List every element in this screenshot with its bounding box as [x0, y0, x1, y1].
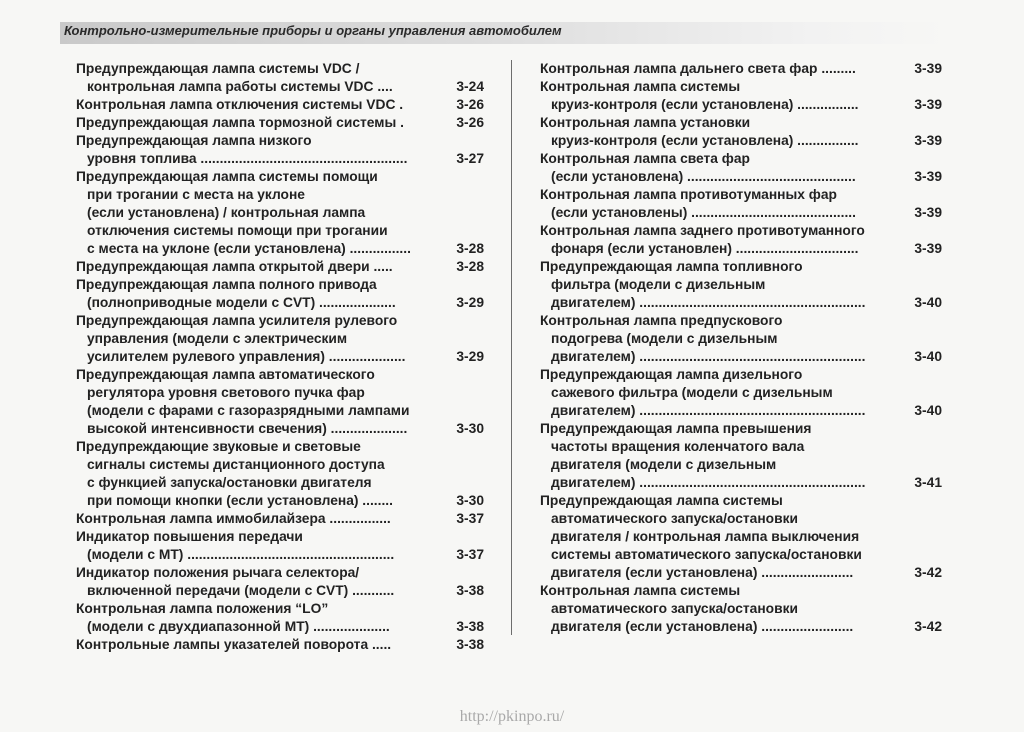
toc-entry-line: Контрольная лампа отключения системы VDC .: [76, 97, 404, 112]
toc-entry: [76, 96, 484, 114]
toc-page-number: 3-29: [456, 349, 484, 364]
toc-entry-line: (модели с фарами с газоразрядными лампами: [87, 403, 410, 418]
toc-entry: [540, 186, 942, 222]
toc-entry-line: автоматического запуска/остановки: [551, 601, 798, 616]
toc-entry-line: при трогании с места на уклоне: [87, 187, 305, 202]
toc-entry: [540, 114, 942, 150]
toc-entry: [540, 78, 942, 114]
right-toc-column: [540, 60, 942, 636]
toc-entry: [540, 420, 942, 492]
toc-page-number: 3-41: [914, 475, 942, 490]
toc-entry-line: Предупреждающая лампа тормозной системы .: [76, 115, 404, 130]
toc-entry-line: (если установлены) ...........................................: [551, 205, 856, 220]
toc-entry-line: Контрольная лампа системы: [540, 79, 741, 94]
toc-entry-line: Предупреждающая лампа автоматического: [76, 367, 375, 382]
toc-entry-line: двигателем) ...........................................................: [551, 349, 866, 364]
toc-entry-line: двигателя (модели с дизельным: [551, 457, 777, 472]
toc-entry: [540, 222, 942, 258]
toc-entry-line: (модели с MT) ......................................................: [87, 547, 395, 562]
toc-entry: [76, 564, 484, 600]
toc-page-number: 3-39: [914, 169, 942, 184]
toc-page-number: 3-28: [456, 241, 484, 256]
toc-page-number: 3-38: [456, 637, 484, 652]
toc-page-number: 3-38: [456, 583, 484, 598]
toc-page-number: 3-29: [456, 295, 484, 310]
toc-entry-line: включенной передачи (модели с CVT) ...........: [87, 583, 395, 598]
toc-entry: [76, 528, 484, 564]
toc-entry: [540, 258, 942, 312]
toc-entry-line: частоты вращения коленчатого вала: [551, 439, 805, 454]
toc-entry: [76, 312, 484, 366]
toc-entry: [76, 132, 484, 168]
toc-entry: [76, 366, 484, 438]
toc-entry: [540, 492, 942, 582]
toc-entry-line: фильтра (модели с дизельным: [551, 277, 766, 292]
toc-page-number: 3-40: [914, 349, 942, 364]
toc-page-number: 3-42: [914, 565, 942, 580]
toc-entry-line: Предупреждающая лампа превышения: [540, 421, 812, 436]
toc-entry-line: Контрольная лампа системы: [540, 583, 741, 598]
toc-page-number: 3-42: [914, 619, 942, 634]
toc-entry-line: Предупреждающая лампа усилителя рулевого: [76, 313, 398, 328]
toc-entry-line: (если установлена) ............................................: [551, 169, 856, 184]
toc-entry-line: автоматического запуска/остановки: [551, 511, 798, 526]
toc-entry-line: Предупреждающая лампа системы помощи: [76, 169, 378, 184]
toc-entry-line: двигателем) ...........................................................: [551, 475, 866, 490]
toc-page-number: 3-27: [456, 151, 484, 166]
toc-page-number: 3-26: [456, 97, 484, 112]
toc-entry-line: Предупреждающая лампа открытой двери .....: [76, 259, 393, 274]
toc-entry-line: (модели с двухдиапазонной MT) ....................: [87, 619, 390, 634]
toc-entry-line: Контрольная лампа положения “LO”: [76, 601, 329, 616]
toc-entry-line: Контрольная лампа противотуманных фар: [540, 187, 837, 202]
toc-page-number: 3-39: [914, 241, 942, 256]
toc-entry-line: сажевого фильтра (модели с дизельным: [551, 385, 833, 400]
toc-entry: [76, 510, 484, 528]
left-toc-column: [76, 60, 484, 654]
toc-page-number: 3-37: [456, 547, 484, 562]
toc-entry-line: высокой интенсивности свечения) ....................: [87, 421, 408, 436]
toc-entry-line: с функцией запуска/остановки двигателя: [87, 475, 372, 490]
toc-entry-line: Предупреждающая лампа дизельного: [540, 367, 803, 382]
toc-page-number: 3-26: [456, 115, 484, 130]
toc-entry-line: усилителем рулевого управления) ....................: [87, 349, 406, 364]
toc-entry-line: управления (модели с электрическим: [87, 331, 348, 346]
toc-page-number: 3-40: [914, 403, 942, 418]
toc-entry-line: круиз-контроля (если установлена) ................: [551, 97, 859, 112]
toc-entry-line: Контрольная лампа света фар: [540, 151, 750, 166]
toc-page-number: 3-39: [914, 97, 942, 112]
toc-page-number: 3-39: [914, 205, 942, 220]
toc-entry: [76, 276, 484, 312]
toc-entry-line: Предупреждающая лампа топливного: [540, 259, 803, 274]
toc-page-number: 3-38: [456, 619, 484, 634]
toc-entry-line: Контрольные лампы указателей поворота .....: [76, 637, 392, 652]
toc-entry-line: Индикатор положения рычага селектора/: [76, 565, 360, 580]
toc-page-number: 3-30: [456, 421, 484, 436]
toc-entry-line: с места на уклоне (если установлена) ................: [87, 241, 411, 256]
toc-entry-line: круиз-контроля (если установлена) ................: [551, 133, 859, 148]
toc-entry-line: системы автоматического запуска/остановки: [551, 547, 862, 562]
toc-entry-line: двигателя (если установлена) ........................: [551, 619, 854, 634]
toc-entry-line: отключения системы помощи при трогании: [87, 223, 388, 238]
toc-entry: [76, 114, 484, 132]
toc-entry: [540, 150, 942, 186]
toc-entry-line: Предупреждающая лампа низкого: [76, 133, 312, 148]
toc-entry-line: двигателем) ...........................................................: [551, 295, 866, 310]
toc-entry-line: сигналы системы дистанционного доступа: [87, 457, 385, 472]
toc-entry-line: Предупреждающие звуковые и световые: [76, 439, 361, 454]
toc-page-number: 3-28: [456, 259, 484, 274]
page-header-title: Контрольно-измерительные приборы и органы управления автомобилем: [64, 23, 562, 38]
toc-entry-line: уровня топлива ......................................................: [87, 151, 408, 166]
toc-entry: [76, 60, 484, 96]
toc-entry-line: Контрольная лампа установки: [540, 115, 751, 130]
toc-entry-line: Контрольная лампа предпускового: [540, 313, 783, 328]
toc-entry-line: Контрольная лампа иммобилайзера ................: [76, 511, 391, 526]
toc-entry-line: контрольная лампа работы системы VDC ....: [87, 79, 393, 94]
toc-page-number: 3-40: [914, 295, 942, 310]
toc-entry-line: фонаря (если установлен) ................................: [551, 241, 859, 256]
toc-entry: [76, 168, 484, 258]
toc-entry: [540, 366, 942, 420]
toc-entry-line: двигателя / контрольная лампа выключения: [551, 529, 860, 544]
toc-entry-line: (полноприводные модели с CVT) ....................: [87, 295, 396, 310]
toc-entry-line: двигателем) ...........................................................: [551, 403, 866, 418]
toc-entry-line: Контрольная лампа заднего противотуманного: [540, 223, 865, 238]
toc-entry: [76, 438, 484, 510]
toc-entry-line: (если установлена) / контрольная лампа: [87, 205, 366, 220]
toc-entry: [76, 636, 484, 654]
toc-page-number: 3-39: [914, 61, 942, 76]
toc-entry-line: при помощи кнопки (если установлена) ........: [87, 493, 393, 508]
toc-entry-line: Предупреждающая лампа полного привода: [76, 277, 377, 292]
toc-page-number: 3-30: [456, 493, 484, 508]
toc-page-number: 3-37: [456, 511, 484, 526]
toc-entry-line: подогрева (модели с дизельным: [551, 331, 778, 346]
toc-entry-line: регулятора уровня светового пучка фар: [87, 385, 365, 400]
toc-entry: [76, 258, 484, 276]
toc-entry-line: Индикатор повышения передачи: [76, 529, 303, 544]
toc-page-number: 3-39: [914, 133, 942, 148]
toc-page-number: 3-24: [456, 79, 484, 94]
toc-entry-line: Контрольная лампа дальнего света фар .........: [540, 61, 856, 76]
toc-entry: [76, 600, 484, 636]
footer-url: http://pkinpo.ru/: [459, 708, 565, 725]
toc-entry: [540, 582, 942, 636]
column-divider: [511, 60, 512, 635]
toc-entry-line: Предупреждающая лампа системы VDC /: [76, 61, 360, 76]
toc-entry: [540, 60, 942, 78]
toc-entry: [540, 312, 942, 366]
toc-entry-line: двигателя (если установлена) ........................: [551, 565, 854, 580]
toc-entry-line: Предупреждающая лампа системы: [540, 493, 783, 508]
